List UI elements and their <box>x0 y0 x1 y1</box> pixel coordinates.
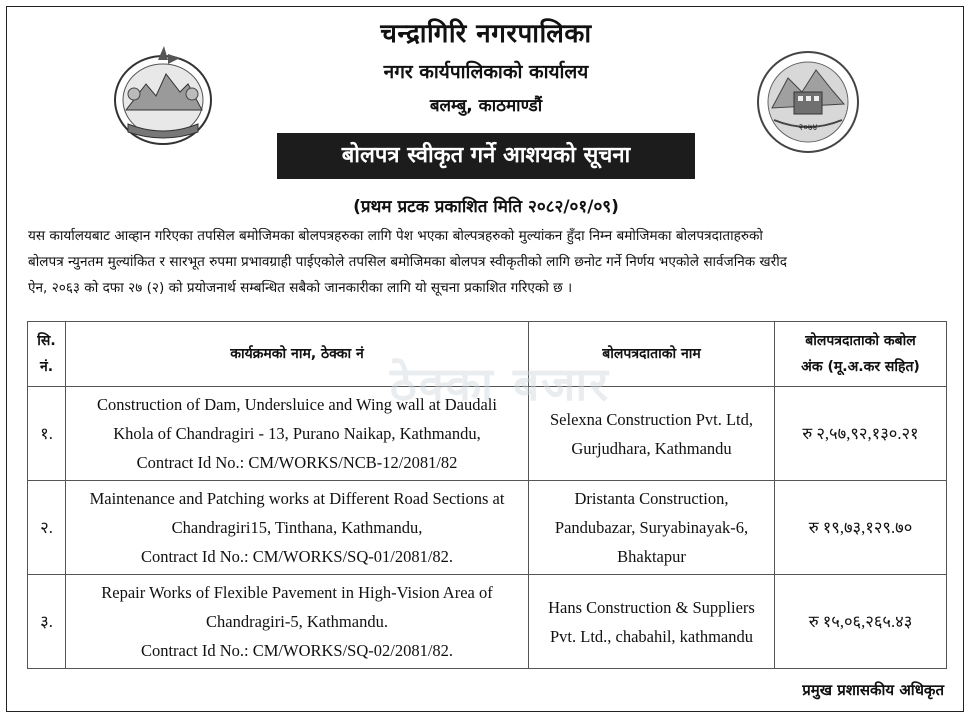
table-row <box>28 387 947 481</box>
row-bidder: Dristanta Construction, Pandubazar, Suryabinayak-6, Bhaktapur <box>529 481 775 575</box>
office-name: नगर कार्यपालिकाको कार्यालय <box>383 61 589 83</box>
row-amount: रु २,५७,९२,१३०.२१ <box>775 387 947 481</box>
intro-line: ऐन, २०६३ को दफा २७ (२) को प्रयोजनार्थ सम्बन्धित सबैको जानकारीका लागि यो सूचना प्रकाशित गरिएको छ । <box>28 280 573 296</box>
intro-line: बोलपत्र न्युनतम मुल्यांकित र सारभूत रुपमा प्रभावग्राही पाईएकोले तपसिल बमोजिमका बोलपत्र स्वीकृतीको लागि छनोट गर्ने निर्णय भएकोले सार्वजनिक खरीद <box>28 254 787 270</box>
row-sn: १. <box>28 387 66 481</box>
row-bidder: Hans Construction & Suppliers Pvt. Ltd., chabahil, kathmandu <box>529 575 775 669</box>
bid-table <box>27 321 947 669</box>
row-amount: रु १५,०६,२६५.४३ <box>775 575 947 669</box>
table-row <box>28 481 947 575</box>
watermark: ठेक्का बजार <box>389 357 611 411</box>
row-bidder: Selexna Construction Pvt. Ltd, Gurjudhara, Kathmandu <box>529 387 775 481</box>
intro-paragraph <box>28 223 946 301</box>
office-address: बलम्बु, काठमाण्डौं <box>429 96 543 116</box>
municipality-name: चन्द्रागिरि नगरपालिका <box>380 19 592 49</box>
header-amount: बोलपत्रदाताको कबोल अंक (मू.अ.कर सहित) <box>775 322 947 387</box>
table-header-row <box>28 322 947 387</box>
table-row <box>28 575 947 669</box>
emblem-year: २०७४ <box>798 123 818 133</box>
header-bidder: बोलपत्रदाताको नाम <box>529 322 775 387</box>
intro-line: यस कार्यालयबाट आव्हान गरिएका तपसिल बमोजिमका बोलपत्रहरुका लागि पेश भएका बोल्पत्रहरुको मुल्यांकन हुँदा निम्न बमोजिमका बोलपत्रदाताहरुको <box>28 228 763 244</box>
row-work: Construction of Dam, Undersluice and Wing wall at Daudali Khola of Chandragiri - 13, Purano Naikap, Kathmandu, Contract Id No.: CM/WORKS/NCB-12/2081/82 <box>66 387 529 481</box>
header-sn: सि. नं. <box>28 322 66 387</box>
row-work: Repair Works of Flexible Pavement in High-Vision Area of Chandragiri-5, Kathmandu. Contract Id No.: CM/WORKS/SQ-02/2081/82. <box>66 575 529 669</box>
header-work: कार्यक्रमको नाम, ठेक्का नं <box>66 322 529 387</box>
row-amount: रु १९,७३,१२९.७० <box>775 481 947 575</box>
row-sn: ३. <box>28 575 66 669</box>
signature-title: प्रमुख प्रशासकीय अधिकृत <box>802 681 944 699</box>
publication-date: (प्रथम प्रटक प्रकाशित मिति २०८२/०१/०९) <box>353 197 619 217</box>
notice-title-banner: बोलपत्र स्वीकृत गर्ने आशयको सूचना <box>277 133 695 179</box>
row-sn: २. <box>28 481 66 575</box>
row-work: Maintenance and Patching works at Different Road Sections at Chandragiri15, Tinthana, Kathmandu, Contract Id No.: CM/WORKS/SQ-01/2081/82. <box>66 481 529 575</box>
